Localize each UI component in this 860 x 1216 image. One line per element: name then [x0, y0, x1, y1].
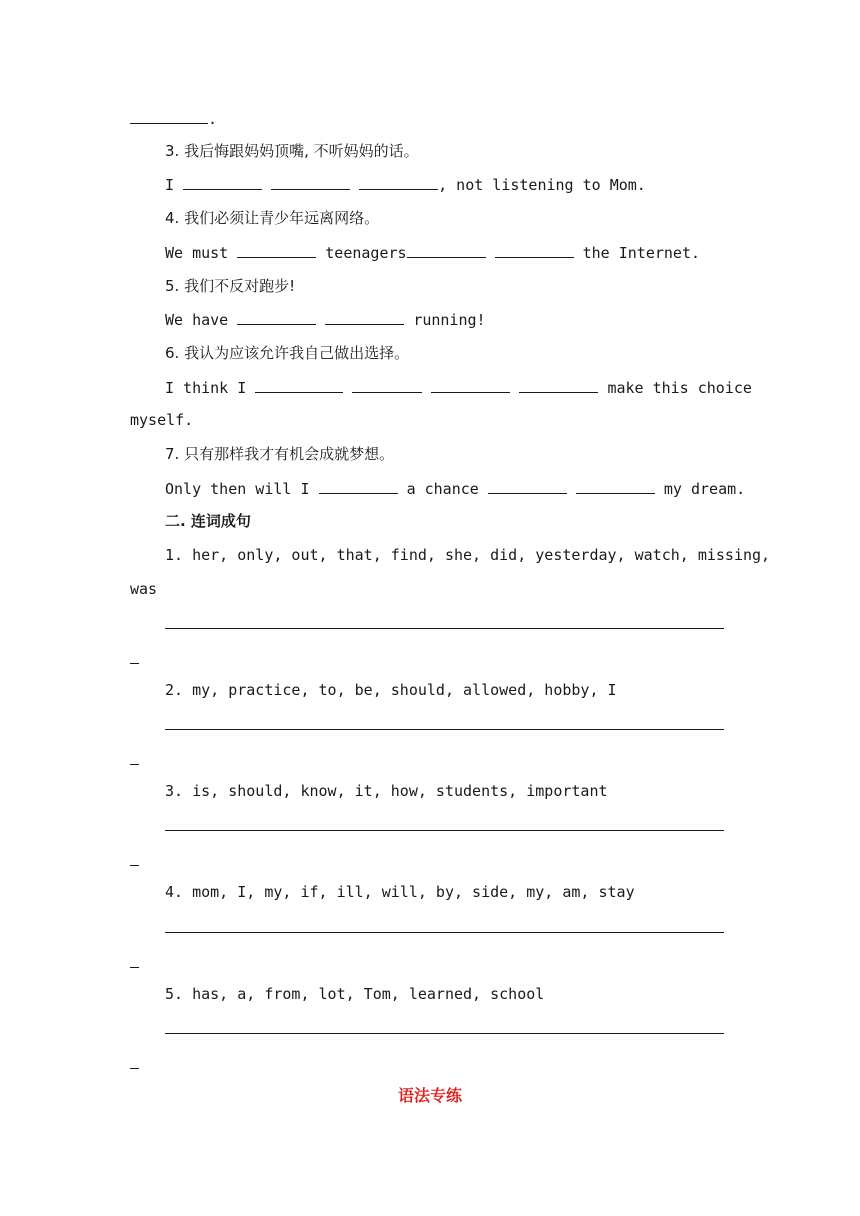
answer-blank[interactable] [255, 377, 343, 393]
answer-blank[interactable] [488, 478, 567, 494]
question-6-continuation: myself. [130, 411, 194, 429]
answer-line-4[interactable] [165, 932, 724, 933]
question-7-english: Only then will I a chance my dream. [165, 480, 746, 498]
word-order-item-5: 5. has, a, from, lot, Tom, learned, school [165, 985, 545, 1003]
section-2-heading: 二. 连词成句 [165, 512, 251, 530]
answer-line-5[interactable] [165, 1033, 724, 1034]
question-5-chinese: 5. 我们不反对跑步! [165, 277, 296, 295]
answer-blank[interactable] [576, 478, 655, 494]
word-order-item-2: 2. my, practice, to, be, should, allowed, hobby, I [165, 681, 617, 699]
question-5-english: We have running! [165, 311, 486, 329]
line-end-mark [130, 967, 139, 968]
line-end-mark [130, 764, 139, 765]
word-order-item-4: 4. mom, I, my, if, ill, will, by, side, my, am, stay [165, 883, 635, 901]
answer-blank[interactable] [352, 377, 422, 393]
answer-blank[interactable] [237, 242, 316, 258]
answer-blank[interactable] [130, 108, 208, 124]
question-6-chinese: 6. 我认为应该允许我自己做出选择。 [165, 344, 410, 362]
trailing-period: . [208, 110, 218, 128]
answer-blank[interactable] [325, 309, 404, 325]
answer-blank[interactable] [183, 174, 262, 190]
answer-blank[interactable] [359, 174, 438, 190]
answer-blank[interactable] [271, 174, 350, 190]
answer-blank[interactable] [431, 377, 510, 393]
question-7-chinese: 7. 只有那样我才有机会成就梦想。 [165, 445, 395, 463]
question-3-english: I , not listening to Mom. [165, 176, 646, 194]
question-3-chinese: 3. 我后悔跟妈妈顶嘴, 不听妈妈的话。 [165, 142, 419, 160]
question-4-english: We must teenagers the Internet. [165, 244, 701, 262]
line-end-mark [130, 1068, 139, 1069]
line-end-mark [130, 663, 139, 664]
line-end-mark [130, 865, 139, 866]
answer-blank[interactable] [519, 377, 598, 393]
grammar-practice-footer: 语法专练 [397, 1086, 462, 1105]
answer-line-fragment [130, 108, 217, 129]
question-6-english: I think I make this choice [165, 379, 752, 397]
answer-line-2[interactable] [165, 729, 724, 730]
word-order-item-1-continuation: was [130, 580, 158, 598]
word-order-item-3: 3. is, should, know, it, how, students, important [165, 782, 608, 800]
answer-blank[interactable] [495, 242, 574, 258]
question-4-chinese: 4. 我们必须让青少年远离网络。 [165, 209, 380, 227]
answer-blank[interactable] [407, 242, 486, 258]
answer-line-3[interactable] [165, 830, 724, 831]
answer-blank[interactable] [319, 478, 398, 494]
answer-blank[interactable] [237, 309, 316, 325]
answer-line-1[interactable] [165, 628, 724, 629]
word-order-item-1: 1. her, only, out, that, find, she, did, yesterday, watch, missing, [165, 546, 771, 564]
